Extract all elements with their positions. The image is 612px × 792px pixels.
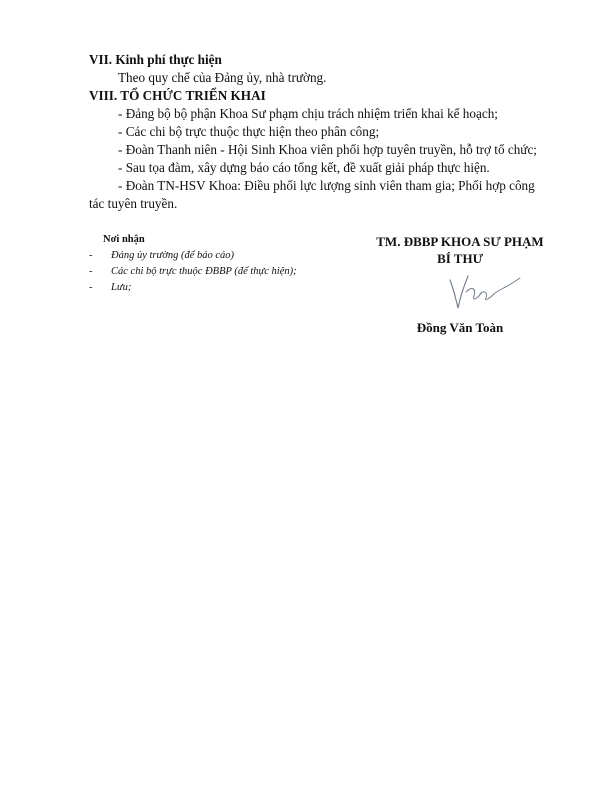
section-viii-item: - Đoàn Thanh niên - Hội Sinh Khoa viên phối hợp tuyên truyền, hỗ trợ tổ chức; <box>118 142 537 157</box>
recipient-item <box>89 250 234 261</box>
section-viii-heading: VIII. TỔ CHỨC TRIỂN KHAI <box>89 88 266 103</box>
signing-title: BÍ THƯ <box>437 251 483 266</box>
recipient-bullet: - <box>89 266 93 277</box>
section-vii-heading: VII. Kinh phí thực hiện <box>89 52 222 67</box>
section-viii-item: - Sau tọa đàm, xây dựng báo cáo tổng kết, đề xuất giải pháp thực hiện. <box>118 160 490 175</box>
section-vii-body: Theo quy chế của Đảng ủy, nhà trường. <box>118 70 327 85</box>
signer-name: Đồng Văn Toàn <box>416 320 504 335</box>
recipients-title: Nơi nhận <box>103 234 145 245</box>
recipient-item <box>89 282 131 293</box>
recipient-item <box>89 266 297 277</box>
recipient-text: Lưu; <box>111 282 132 293</box>
recipient-text: Các chi bộ trực thuộc ĐBBP (để thực hiện); <box>111 266 297 277</box>
handwritten-signature <box>436 268 526 316</box>
recipient-bullet: - <box>89 282 93 293</box>
section-viii-item: - Đoàn TN-HSV Khoa: Điều phối lực lượng sinh viên tham gia; Phối hợp công <box>118 178 535 193</box>
signing-organization: TM. ĐBBP KHOA SƯ PHẠM <box>376 234 544 249</box>
recipient-bullet: - <box>89 250 93 261</box>
recipient-text: Đảng ủy trường (để báo cáo) <box>111 250 235 261</box>
section-viii-item-continuation: tác tuyên truyền. <box>89 196 178 211</box>
section-viii-item: - Các chi bộ trực thuộc thực hiện theo phân công; <box>118 124 380 139</box>
section-viii-item: - Đảng bộ bộ phận Khoa Sư phạm chịu trách nhiệm triển khai kế hoạch; <box>118 106 498 121</box>
